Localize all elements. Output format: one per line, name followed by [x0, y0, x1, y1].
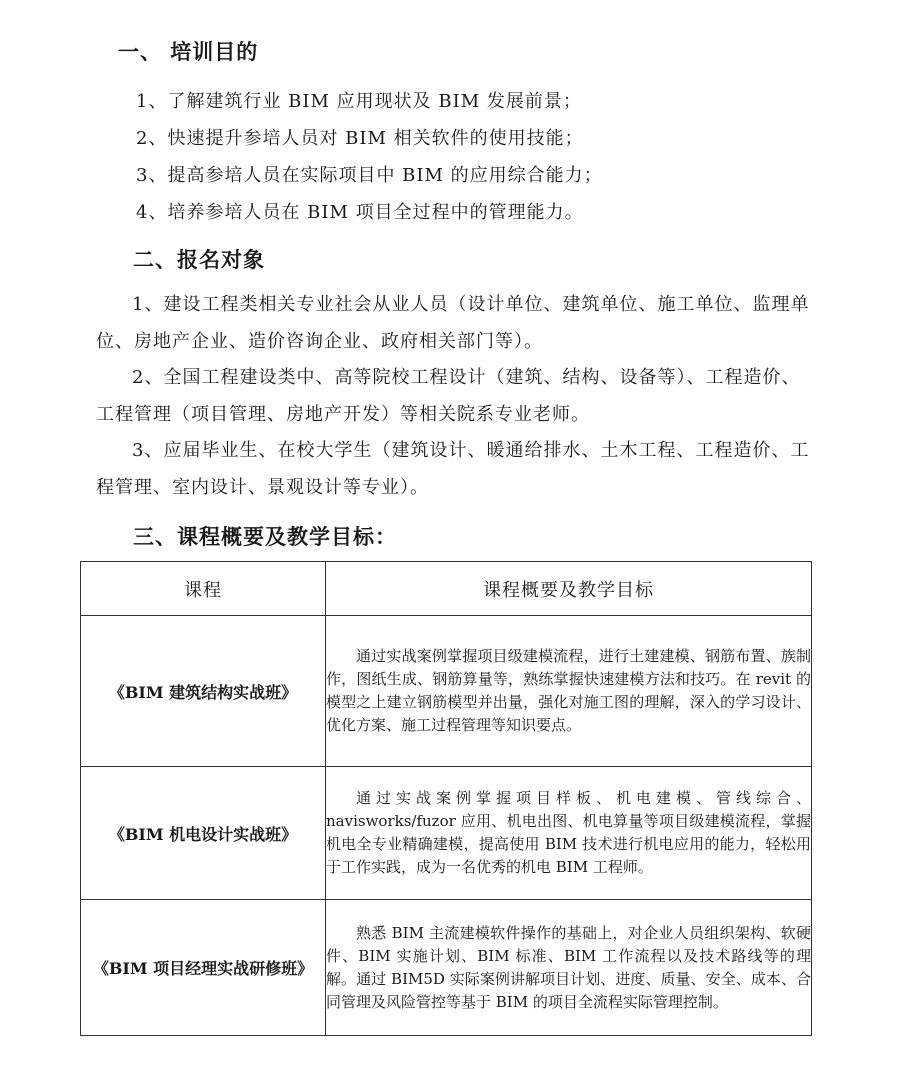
course-name: 《BIM 项目经理实战研修班》: [81, 900, 326, 1036]
table-row: [81, 900, 812, 1036]
table-header-row: [81, 562, 812, 616]
table-row: [81, 616, 812, 767]
course-name: 《BIM 机电设计实战班》: [81, 767, 326, 900]
column-header-description: 课程概要及教学目标: [326, 562, 812, 616]
section-2-heading: 二、报名对象: [133, 248, 265, 272]
paragraph: 2、全国工程建设类中、高等院校工程设计（建筑、结构、设备等）、工程造价、工程管理（项目管理、房地产开发）等相关院系专业老师。: [96, 367, 801, 425]
course-description: 熟悉 BIM 主流建模软件操作的基础上，对企业人员组织架构、软硬件、BIM 实施计划、BIM 标准、BIM 工作流程以及技术路线等的理解。通过 BIM5D 实际案例讲解项目计划、进度、质量、安全、成本、合同管理及风险管控等基于 BIM 的项目全流程实际管理控制。: [326, 900, 812, 1036]
course-table: [80, 561, 812, 1036]
paragraph: 1、建设工程类相关专业社会从业人员（设计单位、建筑单位、施工单位、监理单位、房地产企业、造价咨询企业、政府相关部门等）。: [96, 294, 810, 352]
course-description: 通过实战案例掌握项目样板、机电建模、管线综合、navisworks/fuzor 应用、机电出图、机电算量等项目级建模流程，掌握机电全专业精确建模，提高使用 BIM 技术进行机电应用的能力，轻松用于工作实践，成为一名优秀的机电 BIM 工程师。: [326, 767, 812, 900]
course-name: 《BIM 建筑结构实战班》: [81, 616, 326, 767]
section-1-heading: 一、 培训目的: [118, 40, 259, 64]
table-row: [81, 767, 812, 900]
list-item: 3、提高参培人员在实际项目中 BIM 的应用综合能力；: [136, 165, 603, 186]
list-item: 1、了解建筑行业 BIM 应用现状及 BIM 发展前景；: [136, 91, 582, 112]
section-3-heading: 三、课程概要及教学目标：: [133, 525, 397, 549]
paragraph: 3、应届毕业生、在校大学生（建筑设计、暖通给排水、土木工程、工程造价、工程管理、室内设计、景观设计等专业）。: [96, 440, 810, 498]
list-item: 2、快速提升参培人员对 BIM 相关软件的使用技能；: [136, 128, 584, 149]
list-item: 4、培养参培人员在 BIM 项目全过程中的管理能力。: [136, 202, 584, 223]
column-header-course: 课程: [81, 562, 326, 616]
course-description: 通过实战案例掌握项目级建模流程，进行土建建模、钢筋布置、族制作，图纸生成、钢筋算量等，熟练掌握快速建模方法和技巧。在 revit 的模型之上建立钢筋模型并出量，强化对施工图的理解，深入的学习设计、优化方案、施工过程管理等知识要点。: [326, 616, 812, 767]
